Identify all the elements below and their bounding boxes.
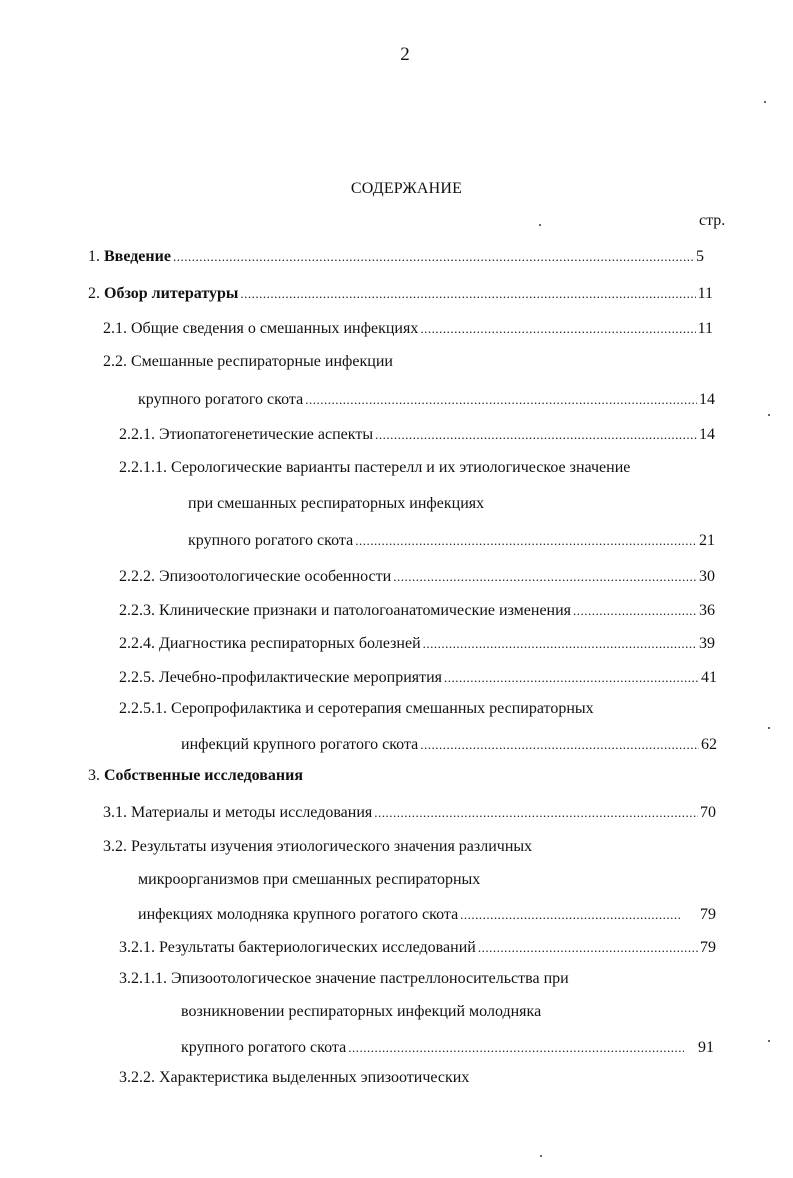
scan-speck (768, 1040, 770, 1042)
toc-entry-3-2-1-1[interactable] (181, 1037, 714, 1059)
toc-entry-2-2-1[interactable] (119, 424, 715, 446)
toc-entry-2-2-3[interactable] (119, 600, 715, 622)
toc-page: 5 (696, 248, 704, 265)
toc-page: 91 (698, 1039, 714, 1056)
toc-title: Результаты изучения этиологического значения различных (131, 838, 533, 855)
toc-title: Этиопатогенетические аспекты (159, 426, 374, 443)
leader-dots (444, 667, 699, 689)
toc-number: 2.2.5. (119, 669, 155, 686)
toc-entry-2-2-5-1[interactable] (181, 734, 717, 756)
leader-dots (348, 1037, 684, 1059)
toc-title-cont: крупного рогатого скота (188, 532, 354, 549)
toc-number: 2.2. (103, 353, 127, 370)
page-title: СОДЕРЖАНИЕ (350, 180, 463, 197)
toc-title-cont: крупного рогатого скота (138, 391, 304, 408)
toc-title-cont: инфекций крупного рогатого скота (181, 736, 419, 753)
leader-dots (478, 937, 698, 959)
page-number: 2 (400, 44, 410, 65)
toc-title: Смешанные респираторные инфекции (131, 353, 393, 370)
toc-title: Клинические признаки и патологоанатомические изменения (159, 602, 572, 619)
toc-title: Серопрофилактика и серотерапия смешанных респираторных (171, 700, 594, 717)
toc-title: Собственные исследования (104, 767, 304, 784)
toc-number: 2.2.1.1. (119, 459, 167, 476)
toc-page: 79 (700, 939, 716, 956)
toc-number: 2.2.4. (119, 635, 155, 652)
toc-title: Диагностика респираторных болезней (159, 635, 421, 652)
toc-number: 3.1. (103, 804, 127, 821)
toc-number: 2.2.5.1. (119, 700, 167, 717)
toc-title: Эпизоотологические особенности (159, 568, 392, 585)
leader-dots (393, 566, 697, 588)
toc-entry-2[interactable] (88, 283, 713, 305)
leader-dots (375, 424, 697, 446)
toc-entry-3-2-line2: микроорганизмов при смешанных респираторных (138, 871, 481, 888)
toc-page: 41 (701, 669, 717, 686)
scan-speck (768, 414, 770, 416)
leader-dots (573, 600, 697, 622)
toc-number: 2.2.3. (119, 602, 155, 619)
scan-speck (539, 224, 541, 226)
toc-page: 70 (700, 804, 716, 821)
toc-number: 3.2.1.1. (119, 970, 167, 987)
toc-entry-3-1[interactable] (103, 802, 716, 824)
leader-dots (460, 904, 682, 926)
leader-dots (420, 734, 699, 756)
toc-number: 3.2.2. (119, 1069, 155, 1086)
toc-entry-3-2-1-1-line2: возникновении респираторных инфекций молодняка (181, 1003, 542, 1020)
toc-number: 3.2. (103, 838, 127, 855)
toc-entry-3-2[interactable] (138, 904, 716, 926)
toc-entry-3-2-1[interactable] (119, 937, 716, 959)
toc-entry-2-2[interactable] (138, 389, 715, 411)
toc-page: 62 (701, 736, 717, 753)
leader-dots (173, 246, 694, 268)
toc-page: 11 (697, 285, 713, 302)
toc-entry-2-2-2[interactable] (119, 566, 715, 588)
toc-number: 3.2.1. (119, 939, 155, 956)
toc-entry-2-2-4[interactable] (119, 633, 715, 655)
toc-title-cont: крупного рогатого скота (181, 1039, 347, 1056)
toc-entry-2-2-line1 (103, 353, 393, 371)
toc-title: Общие сведения о смешанных инфекциях (131, 320, 419, 337)
toc-page: 36 (699, 602, 715, 619)
toc-title: Эпизоотологическое значение пастреллоносительства при (171, 970, 569, 987)
leader-dots (355, 530, 697, 552)
toc-number: 3. (88, 767, 100, 784)
toc-entry-2-1[interactable] (103, 318, 713, 340)
scan-speck (768, 727, 770, 729)
toc-title: Результаты бактериологических исследований (159, 939, 476, 956)
scan-speck (540, 1155, 542, 1157)
toc-title: Обзор литературы (104, 285, 239, 302)
leader-dots (423, 633, 697, 655)
toc-entry-3-2-2[interactable] (119, 1069, 469, 1087)
toc-page: 11 (697, 320, 713, 337)
scan-speck (764, 101, 766, 103)
toc-entry-1[interactable] (88, 246, 704, 268)
toc-page: 14 (699, 391, 715, 408)
toc-page: 30 (699, 568, 715, 585)
toc-number: 2.2.2. (119, 568, 155, 585)
toc-title: Лечебно-профилактические мероприятия (159, 669, 443, 686)
toc-page: 21 (699, 532, 715, 549)
toc-page: 79 (700, 906, 716, 923)
toc-title: Серологические варианты пастерелл и их этиологическое значение (171, 459, 631, 476)
toc-entry-2-2-5-1-line1 (119, 700, 594, 718)
toc-entry-3-2-1-1-line1 (119, 970, 569, 988)
toc-number: 2.2.1. (119, 426, 155, 443)
toc-entry-2-2-1-1-line1 (119, 459, 630, 477)
leader-dots (420, 318, 695, 340)
toc-entry-2-2-5[interactable] (119, 667, 717, 689)
toc-title: Введение (104, 248, 171, 265)
toc-entry-3[interactable] (88, 767, 303, 785)
toc-entry-2-2-1-1-line2: при смешанных респираторных инфекциях (188, 495, 485, 512)
toc-entry-3-2-line1 (103, 838, 532, 856)
leader-dots (240, 283, 695, 305)
toc-title-cont: инфекциях молодняка крупного рогатого скота (138, 906, 459, 923)
page-column-label: стр. (699, 212, 726, 229)
toc-title: Характеристика выделенных эпизоотических (159, 1069, 470, 1086)
toc-entry-2-2-1-1[interactable] (188, 530, 715, 552)
toc-number: 2. (88, 285, 100, 302)
toc-number: 1. (88, 248, 100, 265)
toc-title: Материалы и методы исследования (131, 804, 373, 821)
toc-page: 39 (699, 635, 715, 652)
leader-dots (374, 802, 698, 824)
toc-page: 14 (699, 426, 715, 443)
leader-dots (305, 389, 697, 411)
toc-number: 2.1. (103, 320, 127, 337)
